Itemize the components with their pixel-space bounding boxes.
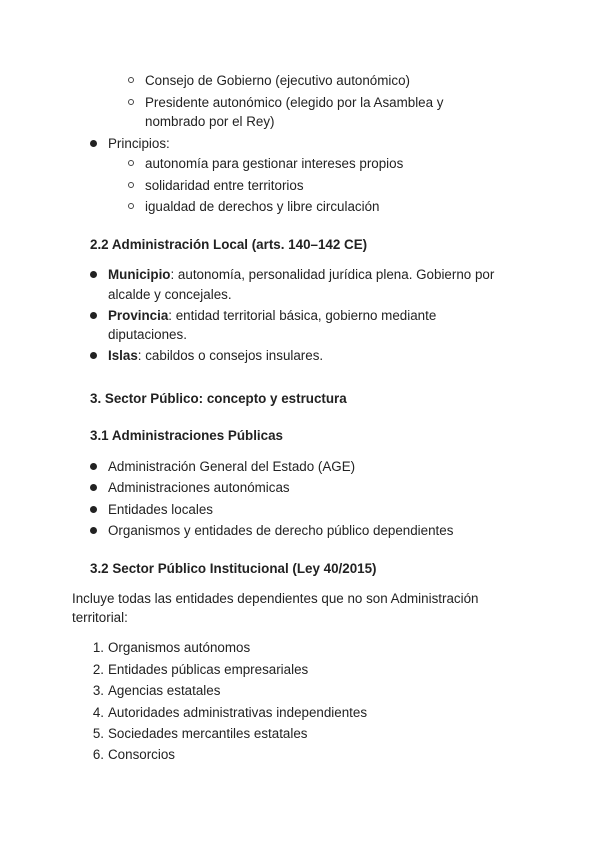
list-number: 6.: [92, 747, 104, 762]
list-item: Entidades locales: [108, 502, 213, 517]
circle-bullet-icon: [128, 99, 134, 105]
term: Provincia: [108, 308, 169, 323]
list-number: 5.: [92, 726, 104, 741]
list-item: Administraciones autonómicas: [108, 480, 290, 495]
definition: : autonomía, personalidad jurídica plena. Gobierno por: [170, 267, 495, 282]
list-item-continuation: diputaciones.: [108, 327, 187, 342]
list-number: 3.: [92, 683, 104, 698]
list-item: [108, 265, 494, 284]
section-heading: 2.2 Administración Local (arts. 140–142 CE): [90, 237, 368, 252]
list-item: Entidades públicas empresariales: [108, 662, 309, 677]
definition: : cabildos o consejos insulares.: [137, 348, 324, 363]
list-item: Presidente autonómico (elegido por la Asamblea y: [145, 95, 444, 110]
list-item: autonomía para gestionar intereses propios: [145, 156, 404, 171]
circle-bullet-icon: [128, 203, 134, 209]
list-item: Administración General del Estado (AGE): [108, 459, 356, 474]
list-item: Agencias estatales: [108, 683, 221, 698]
list-item: Autoridades administrativas independientes: [108, 705, 368, 720]
term: Islas: [108, 348, 138, 363]
section-heading: 3.2 Sector Público Institucional (Ley 40/2015): [90, 561, 377, 576]
list-item: [108, 306, 436, 325]
list-item: Consejo de Gobierno (ejecutivo autonómico): [145, 73, 410, 88]
section-heading: 3.1 Administraciones Públicas: [90, 428, 283, 443]
paragraph: territorial:: [72, 610, 128, 625]
bullet-icon: [90, 352, 97, 359]
bullet-icon: [90, 484, 97, 491]
bullet-icon: [90, 527, 97, 534]
list-item: Principios:: [108, 136, 170, 151]
list-item: [108, 346, 323, 365]
list-item: Sociedades mercantiles estatales: [108, 726, 308, 741]
circle-bullet-icon: [128, 160, 134, 166]
paragraph: Incluye todas las entidades dependientes que no son Administración: [72, 591, 479, 606]
list-item-continuation: nombrado por el Rey): [145, 114, 275, 129]
list-item-continuation: alcalde y concejales.: [108, 287, 232, 302]
bullet-icon: [90, 312, 97, 319]
term: Municipio: [108, 267, 171, 282]
circle-bullet-icon: [128, 182, 134, 188]
bullet-icon: [90, 271, 97, 278]
bullet-icon: [90, 140, 97, 147]
circle-bullet-icon: [128, 77, 134, 83]
list-item: igualdad de derechos y libre circulación: [145, 199, 380, 214]
list-item: Organismos y entidades de derecho público dependientes: [108, 523, 454, 538]
list-item: solidaridad entre territorios: [145, 178, 304, 193]
list-number: 1.: [92, 640, 104, 655]
list-item: Organismos autónomos: [108, 640, 251, 655]
section-heading: 3. Sector Público: concepto y estructura: [90, 391, 347, 406]
definition: : entidad territorial básica, gobierno mediante: [168, 308, 437, 323]
list-item: Consorcios: [108, 747, 175, 762]
bullet-icon: [90, 463, 97, 470]
bullet-icon: [90, 506, 97, 513]
list-number: 2.: [92, 662, 104, 677]
list-number: 4.: [92, 705, 104, 720]
